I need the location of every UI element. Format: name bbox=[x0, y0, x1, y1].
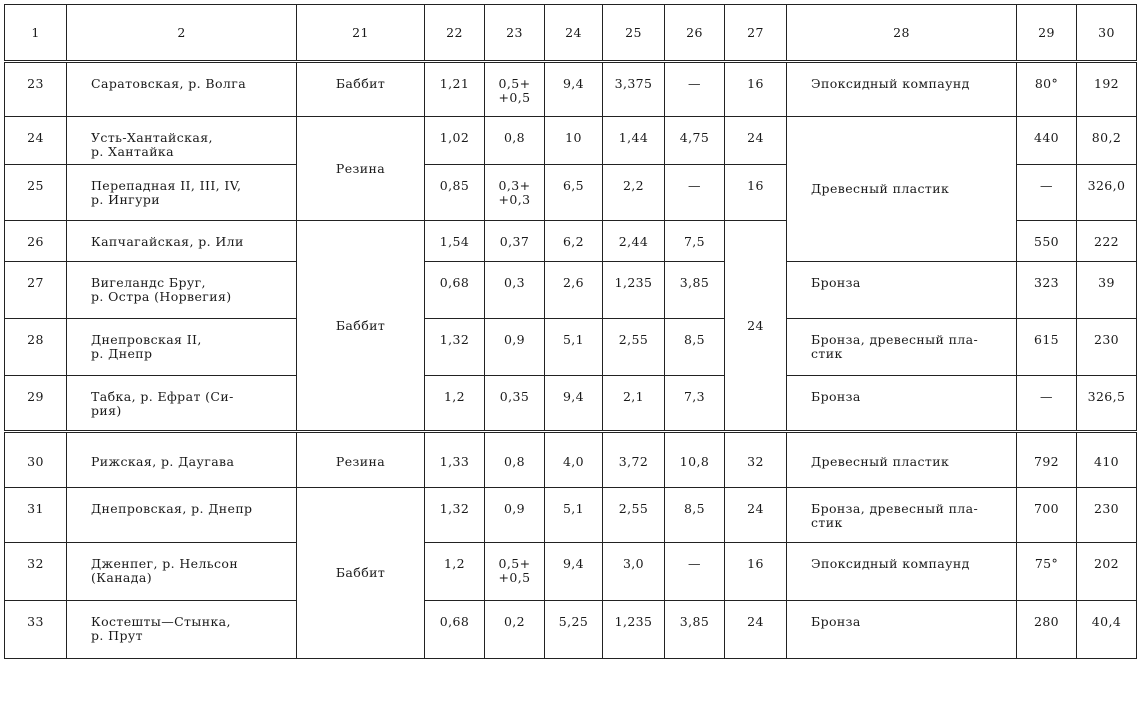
cell-25: 1,235 bbox=[603, 262, 665, 319]
cell-24: 9,4 bbox=[545, 376, 603, 432]
row-number: 25 bbox=[5, 165, 67, 221]
cell-25: 2,55 bbox=[603, 319, 665, 376]
fill-material: Бронза, древесный пла- стик bbox=[787, 319, 1017, 376]
cell-22: 1,54 bbox=[425, 221, 485, 262]
cell-22: 0,68 bbox=[425, 262, 485, 319]
cell-26: 8,5 bbox=[665, 319, 725, 376]
cell-29: 550 bbox=[1017, 221, 1077, 262]
cell-23: 0,37 bbox=[485, 221, 545, 262]
header-cell: 28 bbox=[787, 5, 1017, 62]
cell-25: 1,44 bbox=[603, 117, 665, 165]
cell-23: 0,2 bbox=[485, 601, 545, 659]
table-row bbox=[5, 117, 1137, 165]
row-number: 31 bbox=[5, 488, 67, 543]
bearing-material: Резина bbox=[297, 117, 425, 221]
table-row bbox=[5, 376, 1137, 432]
cell-27: 24 bbox=[725, 117, 787, 165]
bearing-data-table bbox=[4, 4, 1137, 659]
cell-26: 4,75 bbox=[665, 117, 725, 165]
cell-23: 0,8 bbox=[485, 432, 545, 488]
station-name: Днепровская II, р. Днепр bbox=[67, 319, 297, 376]
cell-29: 80° bbox=[1017, 62, 1077, 117]
cell-29: 280 bbox=[1017, 601, 1077, 659]
fill-material: Эпоксидный компаунд bbox=[787, 62, 1017, 117]
station-name: Вигеландс Бруг, р. Остра (Норвегия) bbox=[67, 262, 297, 319]
cell-24: 2,6 bbox=[545, 262, 603, 319]
station-name: Костешты—Стынка, р. Прут bbox=[67, 601, 297, 659]
cell-26: — bbox=[665, 165, 725, 221]
cell-25: 2,44 bbox=[603, 221, 665, 262]
cell-26: — bbox=[665, 62, 725, 117]
cell-22: 1,32 bbox=[425, 488, 485, 543]
fill-material: Бронза bbox=[787, 601, 1017, 659]
cell-22: 1,32 bbox=[425, 319, 485, 376]
row-number: 30 bbox=[5, 432, 67, 488]
table-row bbox=[5, 319, 1137, 376]
station-name: Перепадная II, III, IV, р. Ингури bbox=[67, 165, 297, 221]
station-name: Табка, р. Ефрат (Си- рия) bbox=[67, 376, 297, 432]
cell-25: 2,2 bbox=[603, 165, 665, 221]
cell-29: — bbox=[1017, 165, 1077, 221]
cell-26: 7,5 bbox=[665, 221, 725, 262]
station-name: Дженпег, р. Нельсон (Канада) bbox=[67, 543, 297, 601]
cell-30: 410 bbox=[1077, 432, 1137, 488]
cell-26: 3,85 bbox=[665, 601, 725, 659]
cell-23: 0,35 bbox=[485, 376, 545, 432]
cell-29: 792 bbox=[1017, 432, 1077, 488]
station-name: Рижская, р. Даугава bbox=[67, 432, 297, 488]
header-cell: 2 bbox=[67, 5, 297, 62]
cell-23: 0,3+ +0,3 bbox=[485, 165, 545, 221]
row-number: 33 bbox=[5, 601, 67, 659]
cell-22: 1,2 bbox=[425, 376, 485, 432]
cell-30: 230 bbox=[1077, 488, 1137, 543]
cell-25: 3,375 bbox=[603, 62, 665, 117]
cell-29: — bbox=[1017, 376, 1077, 432]
cell-24: 10 bbox=[545, 117, 603, 165]
table-row bbox=[5, 543, 1137, 601]
fill-material: Бронза, древесный пла- стик bbox=[787, 488, 1017, 543]
cell-25: 3,72 bbox=[603, 432, 665, 488]
table-row bbox=[5, 62, 1137, 117]
table-row bbox=[5, 488, 1137, 543]
header-cell: 21 bbox=[297, 5, 425, 62]
cell-30: 39 bbox=[1077, 262, 1137, 319]
cell-24: 5,1 bbox=[545, 488, 603, 543]
cell-25: 2,55 bbox=[603, 488, 665, 543]
cell-27: 16 bbox=[725, 543, 787, 601]
cell-26: 8,5 bbox=[665, 488, 725, 543]
row-number: 27 bbox=[5, 262, 67, 319]
header-cell: 25 bbox=[603, 5, 665, 62]
table-row bbox=[5, 432, 1137, 488]
station-name: Саратовская, р. Волга bbox=[67, 62, 297, 117]
fill-material: Бронза bbox=[787, 262, 1017, 319]
cell-29: 323 bbox=[1017, 262, 1077, 319]
cell-23: 0,5+ +0,5 bbox=[485, 62, 545, 117]
header-row bbox=[5, 5, 1137, 62]
row-number: 26 bbox=[5, 221, 67, 262]
cell-24: 6,2 bbox=[545, 221, 603, 262]
cell-30: 222 bbox=[1077, 221, 1137, 262]
cell-22: 1,33 bbox=[425, 432, 485, 488]
cell-24: 9,4 bbox=[545, 62, 603, 117]
row-number: 32 bbox=[5, 543, 67, 601]
header-cell: 27 bbox=[725, 5, 787, 62]
cell-29: 615 bbox=[1017, 319, 1077, 376]
cell-22: 1,21 bbox=[425, 62, 485, 117]
cell-23: 0,3 bbox=[485, 262, 545, 319]
cell-27: 24 bbox=[725, 601, 787, 659]
cell-22: 0,85 bbox=[425, 165, 485, 221]
cell-26: — bbox=[665, 543, 725, 601]
row-number: 24 bbox=[5, 117, 67, 165]
station-name: Днепровская, р. Днепр bbox=[67, 488, 297, 543]
cell-27: 16 bbox=[725, 62, 787, 117]
cell-22: 1,02 bbox=[425, 117, 485, 165]
cell-30: 40,4 bbox=[1077, 601, 1137, 659]
table-row bbox=[5, 262, 1137, 319]
cell-23: 0,8 bbox=[485, 117, 545, 165]
table-row bbox=[5, 601, 1137, 659]
cell-29: 75° bbox=[1017, 543, 1077, 601]
cell-30: 202 bbox=[1077, 543, 1137, 601]
bearing-material: Баббит bbox=[297, 62, 425, 117]
cell-24: 5,1 bbox=[545, 319, 603, 376]
cell-30: 326,0 bbox=[1077, 165, 1137, 221]
cell-23: 0,9 bbox=[485, 319, 545, 376]
fill-material: Эпоксидный компаунд bbox=[787, 543, 1017, 601]
station-name: Усть-Хантайская, р. Хантайка bbox=[67, 117, 297, 165]
cell-26: 10,8 bbox=[665, 432, 725, 488]
cell-22: 0,68 bbox=[425, 601, 485, 659]
header-cell: 23 bbox=[485, 5, 545, 62]
fill-material: Древесный пластик bbox=[787, 117, 1017, 262]
cell-24: 9,4 bbox=[545, 543, 603, 601]
cell-30: 230 bbox=[1077, 319, 1137, 376]
station-name: Капчагайская, р. Или bbox=[67, 221, 297, 262]
cell-30: 80,2 bbox=[1077, 117, 1137, 165]
cell-29: 700 bbox=[1017, 488, 1077, 543]
header-cell: 30 bbox=[1077, 5, 1137, 62]
fill-material: Бронза bbox=[787, 376, 1017, 432]
bearing-material: Баббит bbox=[297, 221, 425, 432]
fill-material: Древесный пластик bbox=[787, 432, 1017, 488]
cell-27: 16 bbox=[725, 165, 787, 221]
bearing-material: Баббит bbox=[297, 488, 425, 659]
header-cell: 26 bbox=[665, 5, 725, 62]
cell-30: 326,5 bbox=[1077, 376, 1137, 432]
cell-24: 6,5 bbox=[545, 165, 603, 221]
cell-25: 2,1 bbox=[603, 376, 665, 432]
header-cell: 1 bbox=[5, 5, 67, 62]
cell-25: 3,0 bbox=[603, 543, 665, 601]
row-number: 28 bbox=[5, 319, 67, 376]
row-number: 29 bbox=[5, 376, 67, 432]
cell-29: 440 bbox=[1017, 117, 1077, 165]
cell-23: 0,5+ +0,5 bbox=[485, 543, 545, 601]
header-cell: 22 bbox=[425, 5, 485, 62]
cell-26: 3,85 bbox=[665, 262, 725, 319]
row-number: 23 bbox=[5, 62, 67, 117]
cell-30: 192 bbox=[1077, 62, 1137, 117]
cell-24: 4,0 bbox=[545, 432, 603, 488]
cell-24: 5,25 bbox=[545, 601, 603, 659]
cell-27: 24 bbox=[725, 221, 787, 432]
cell-26: 7,3 bbox=[665, 376, 725, 432]
header-cell: 24 bbox=[545, 5, 603, 62]
header-cell: 29 bbox=[1017, 5, 1077, 62]
cell-22: 1,2 bbox=[425, 543, 485, 601]
cell-27: 24 bbox=[725, 488, 787, 543]
bearing-material: Резина bbox=[297, 432, 425, 488]
cell-23: 0,9 bbox=[485, 488, 545, 543]
cell-27: 32 bbox=[725, 432, 787, 488]
cell-25: 1,235 bbox=[603, 601, 665, 659]
